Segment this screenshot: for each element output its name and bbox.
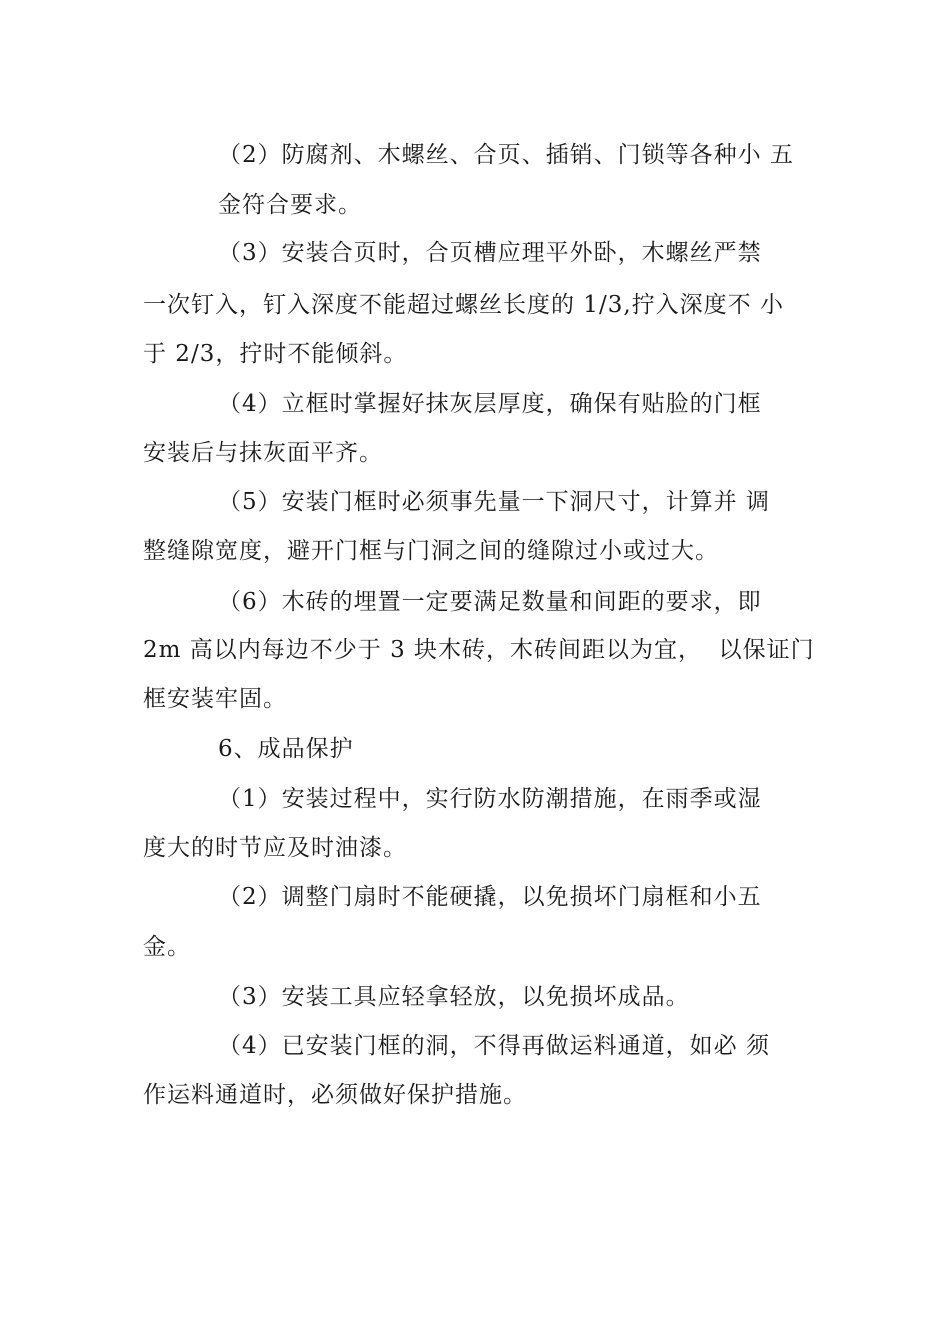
text-line: （1）安装过程中，实行防水防潮措施，在雨季或湿 <box>218 786 762 812</box>
text-line: （3）安装合页时，合页槽应理平外卧，木螺丝严禁 <box>218 240 762 266</box>
section-heading: 6、成品保护 <box>218 736 354 762</box>
text-line: （2）调整门扇时不能硬撬，以免损坏门扇框和小五 <box>218 884 762 910</box>
text-line: 框安装牢固。 <box>143 686 287 712</box>
text-line: 安装后与抹灰面平齐。 <box>143 440 383 466</box>
text-line: 2m 高以内每边不少于 3 块木砖，木砖间距以为宜， 以保证门 <box>143 637 815 663</box>
text-line: 金符合要求。 <box>218 192 362 218</box>
text-line: 一次钉入，钉入深度不能超过螺丝长度的 1/3,拧入深度不 小 <box>143 292 784 318</box>
text-line: 于 2/3，拧时不能倾斜。 <box>143 341 408 367</box>
text-line: 整缝隙宽度，避开门框与门洞之间的缝隙过小或过大。 <box>143 538 719 564</box>
text-line: （5）安装门框时必须事先量一下洞尺寸，计算并 调 <box>218 489 770 515</box>
text-line: 作运料通道时，必须做好保护措施。 <box>143 1082 527 1108</box>
text-line: （4）已安装门框的洞，不得再做运料通道，如必 须 <box>218 1033 770 1059</box>
text-line: （2）防腐剂、木螺丝、合页、插销、门锁等各种小 五 <box>218 142 794 168</box>
text-line: （6）木砖的埋置一定要满足数量和间距的要求，即 <box>218 589 762 615</box>
text-line: 金。 <box>143 934 191 960</box>
text-line: （4）立框时掌握好抹灰层厚度，确保有贴脸的门框 <box>218 391 762 417</box>
text-line: 度大的时节应及时油漆。 <box>143 835 407 861</box>
text-line: （3）安装工具应轻拿轻放，以免损坏成品。 <box>218 984 690 1010</box>
